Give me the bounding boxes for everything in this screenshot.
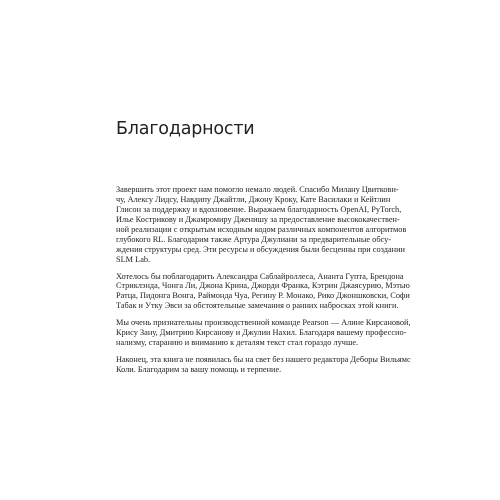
text-line: Хотелось бы поблагодарить Александра Саблайроллеса, Ананта Гупта, Брендона bbox=[116, 271, 404, 281]
paragraph-1 bbox=[116, 185, 407, 265]
paragraph-3 bbox=[116, 318, 411, 348]
text-line: глубокого RL. Благодарим также Артура Джулиани за предварительные обсу- bbox=[116, 234, 392, 244]
text-line: нализму, старанию и вниманию к деталям текст стал гораздо лучше. bbox=[116, 338, 359, 348]
text-line: чу, Алексу Лидсу, Навдипу Джайтли, Джону Кроку, Кате Василаки и Кейтлин bbox=[116, 194, 391, 204]
text-line: Завершить этот проект нам помогло немало людей. Спасибо Милану Цвиткови- bbox=[116, 185, 399, 194]
paragraph-4 bbox=[116, 355, 411, 375]
text-line: Наконец, эта книга не появилась бы на свет без нашего редактора Деборы Вильямс bbox=[116, 355, 411, 365]
text-line: Илье Кострикову и Джамромиру Дженишу за предоставление высококачествен- bbox=[116, 214, 400, 224]
text-line: Табак и Утку Эвси за обстоятельные замечания о ранних набросках этой книги. bbox=[116, 301, 399, 311]
text-line: Глисон за поддержку и вдохновение. Выражаем благодарность OpenAI, PyTorch, bbox=[116, 204, 402, 214]
text-line: Коли. Благодарим за вашу помощь и терпение. bbox=[116, 365, 282, 374]
paragraph-2 bbox=[116, 271, 410, 312]
text-line: Стриклэнда, Чонга Ли, Джона Крина, Джорди Франка, Кэтрин Джаясурию, Мэтью bbox=[116, 281, 410, 291]
text-line: ной реализации с открытым исходным кодом различных компонентов алгоритмов bbox=[116, 224, 407, 234]
text-line: SLM Lab. bbox=[116, 254, 151, 264]
text-line: Криcу Зану, Дмитрию Кирсанову и Джулии Нахил. Благодаря вашему профессио- bbox=[116, 328, 407, 338]
page-title: Благодарности bbox=[116, 119, 255, 139]
text-line: ждения структуры сред. Эти ресурсы и обсуждения были бесценны при создании bbox=[116, 244, 405, 254]
text-line: Мы очень признательны производственной команде Pearson — Алине Кирсановой, bbox=[116, 318, 411, 328]
body-text bbox=[116, 185, 411, 382]
text-line: Ратца, Пидонга Вонга, Раймонда Чуа, Регину Р. Монако, Рико Джоншковски, Софи bbox=[116, 291, 410, 301]
